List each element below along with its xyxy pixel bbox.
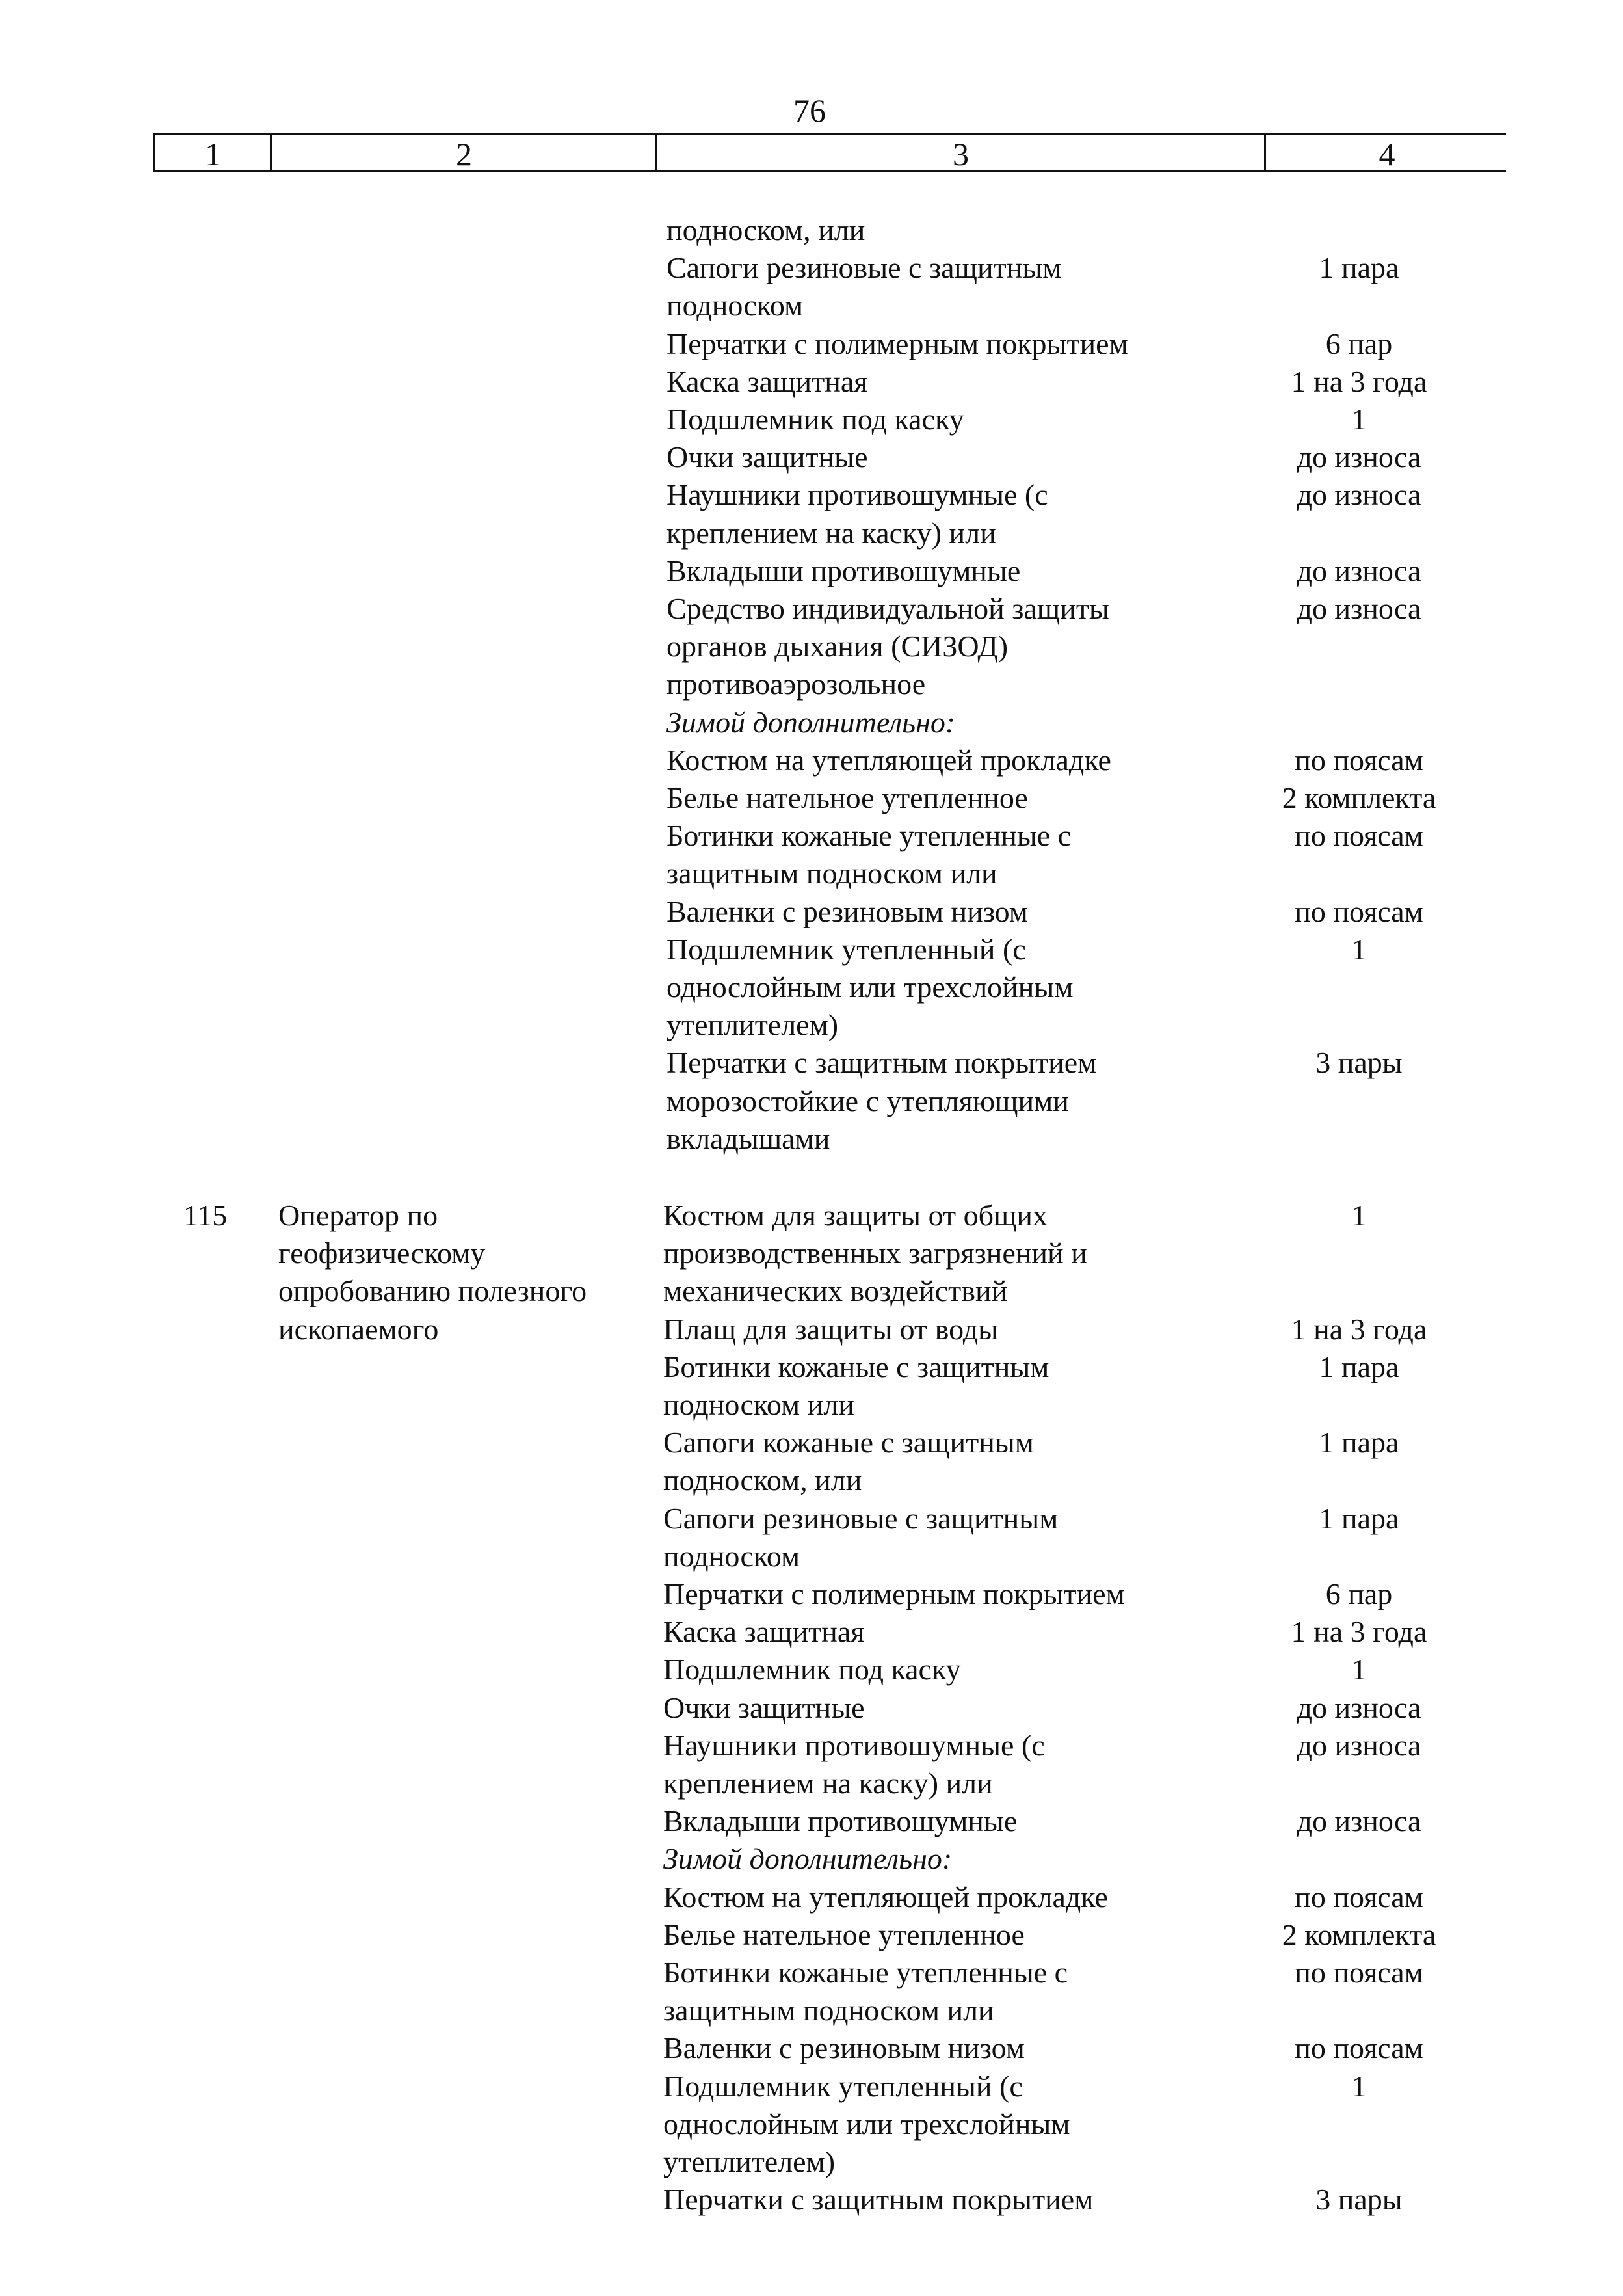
item-norm: по поясам	[1295, 894, 1423, 928]
item-norm: до износа	[1297, 440, 1421, 474]
item-text-line: Ботинки кожаные утепленные с	[663, 1956, 1068, 1989]
item-text-line: производственных загрязнений и	[663, 1236, 1087, 1270]
profession-name-line: опробованию полезного	[278, 1274, 587, 1308]
column-header-4: 4	[1379, 136, 1395, 172]
item-text-line: Валенки с резиновым низом	[666, 894, 1028, 928]
item-norm: 1	[1351, 932, 1367, 966]
item-text-line: Наушники противошумные (с	[666, 478, 1048, 512]
item-text-line: Вкладыши противошумные	[666, 554, 1021, 587]
item-text-line: органов дыхания (СИЗОД)	[666, 630, 1009, 663]
item-text-line: морозостойкие с утепляющими	[666, 1084, 1069, 1117]
item-text-line: подноском, или	[663, 1463, 862, 1497]
item-norm: 1 на 3 года	[1291, 1615, 1427, 1649]
item-text-line: Зимой дополнительно:	[663, 1842, 953, 1876]
item-text-line: креплением на каску) или	[666, 516, 996, 550]
item-norm: 1	[1351, 403, 1367, 436]
profession-name-line: Оператор по	[278, 1199, 438, 1232]
item-norm: 2 комплекта	[1282, 1917, 1436, 1951]
item-text-line: Перчатки с защитным покрытием	[663, 2183, 1094, 2217]
item-norm: по поясам	[1295, 743, 1423, 777]
item-text-line: Подшлемник под каску	[663, 1653, 961, 1687]
column-header-2: 2	[272, 135, 657, 170]
item-text-line: подноском	[663, 1539, 800, 1573]
item-text-line: Костюм на утепляющей прокладке	[663, 1880, 1108, 1914]
item-norm: до износа	[1297, 1728, 1421, 1762]
item-norm: 2 комплекта	[1282, 781, 1436, 814]
item-norm: до износа	[1297, 1804, 1421, 1838]
item-text-line: Средство индивидуальной защиты	[666, 592, 1109, 625]
item-text-line: механических воздействий	[663, 1274, 1008, 1308]
item-norm: до износа	[1297, 1690, 1421, 1724]
item-text-line: Очки защитные	[663, 1690, 865, 1724]
item-norm: до износа	[1297, 592, 1421, 625]
item-text-line: Сапоги резиновые с защитным	[666, 251, 1062, 285]
item-text-line: подноском или	[663, 1388, 854, 1421]
item-text-line: Перчатки с защитным покрытием	[666, 1046, 1097, 1080]
item-text-line: Костюм для защиты от общих	[663, 1199, 1048, 1232]
item-norm: по поясам	[1295, 2031, 1423, 2065]
item-text-line: Вкладыши противошумные	[663, 1804, 1018, 1838]
item-text-line: однослойным или трехслойным	[663, 2107, 1070, 2141]
item-norm: 3 пары	[1315, 1046, 1403, 1080]
item-norm: 1 на 3 года	[1291, 1312, 1427, 1346]
item-text-line: Ботинки кожаные утепленные с	[666, 819, 1072, 853]
item-text-line: Сапоги кожаные с защитным	[663, 1426, 1034, 1460]
profession-name-line: геофизическому	[278, 1236, 486, 1270]
item-norm: до износа	[1297, 478, 1421, 512]
item-text-line: защитным подноском или	[663, 1994, 994, 2027]
item-text-line: Плащ для защиты от воды	[663, 1312, 999, 1346]
item-text-line: Каска защитная	[663, 1615, 865, 1649]
item-norm: 1 на 3 года	[1291, 364, 1427, 398]
item-norm: 1 пара	[1319, 1350, 1399, 1383]
item-text-line: утеплителем)	[663, 2145, 836, 2178]
item-text-line: Подшлемник утепленный (с	[666, 932, 1026, 966]
item-text-line: Подшлемник под каску	[666, 403, 964, 436]
item-text-line: Костюм на утепляющей прокладке	[666, 743, 1111, 777]
item-norm: 6 пар	[1325, 1577, 1393, 1610]
item-norm: 1 пара	[1319, 1426, 1399, 1460]
item-text-line: однослойным или трехслойным	[666, 970, 1074, 1004]
item-text-line: Сапоги резиновые с защитным	[663, 1501, 1059, 1535]
item-norm: до износа	[1297, 554, 1421, 587]
item-text-line: креплением на каску) или	[663, 1767, 993, 1800]
item-norm: 1	[1351, 2069, 1367, 2103]
item-norm: по поясам	[1295, 1880, 1423, 1914]
column-header-1: 1	[155, 135, 272, 170]
item-text-line: Подшлемник утепленный (с	[663, 2069, 1023, 2103]
item-text-line: противоаэрозольное	[666, 667, 926, 701]
item-norm: 1	[1351, 1653, 1367, 1687]
item-text-line: Наушники противошумные (с	[663, 1728, 1045, 1762]
column-header-row	[153, 133, 1506, 172]
item-text-line: вкладышами	[666, 1121, 830, 1155]
item-text-line: Зимой дополнительно:	[666, 705, 956, 739]
page-number: 76	[793, 92, 826, 129]
item-norm: 6 пар	[1325, 327, 1393, 360]
item-text-line: защитным подноском или	[666, 857, 997, 890]
item-norm: 1 пара	[1319, 251, 1399, 285]
item-text-line: утеплителем)	[666, 1008, 839, 1042]
item-text-line: Перчатки с полимерным покрытием	[666, 327, 1128, 360]
item-norm: 3 пары	[1315, 2183, 1403, 2217]
item-norm: 1 пара	[1319, 1501, 1399, 1535]
item-text-line: Валенки с резиновым низом	[663, 2031, 1025, 2065]
item-norm: 1	[1351, 1199, 1367, 1232]
item-text-line: Белье нательное утепленное	[666, 781, 1028, 814]
item-text-line: подноском	[666, 289, 804, 323]
row-number: 115	[183, 1199, 228, 1232]
item-text-line: Каска защитная	[666, 364, 868, 398]
item-text-line: подноском, или	[666, 213, 865, 247]
item-norm: по поясам	[1295, 819, 1423, 853]
item-text-line: Очки защитные	[666, 440, 868, 474]
column-header-3: 3	[657, 135, 1266, 170]
item-text-line: Белье нательное утепленное	[663, 1917, 1025, 1951]
item-text-line: Ботинки кожаные с защитным	[663, 1350, 1049, 1383]
item-norm: по поясам	[1295, 1956, 1423, 1989]
profession-name-line: ископаемого	[278, 1312, 439, 1346]
item-text-line: Перчатки с полимерным покрытием	[663, 1577, 1125, 1610]
